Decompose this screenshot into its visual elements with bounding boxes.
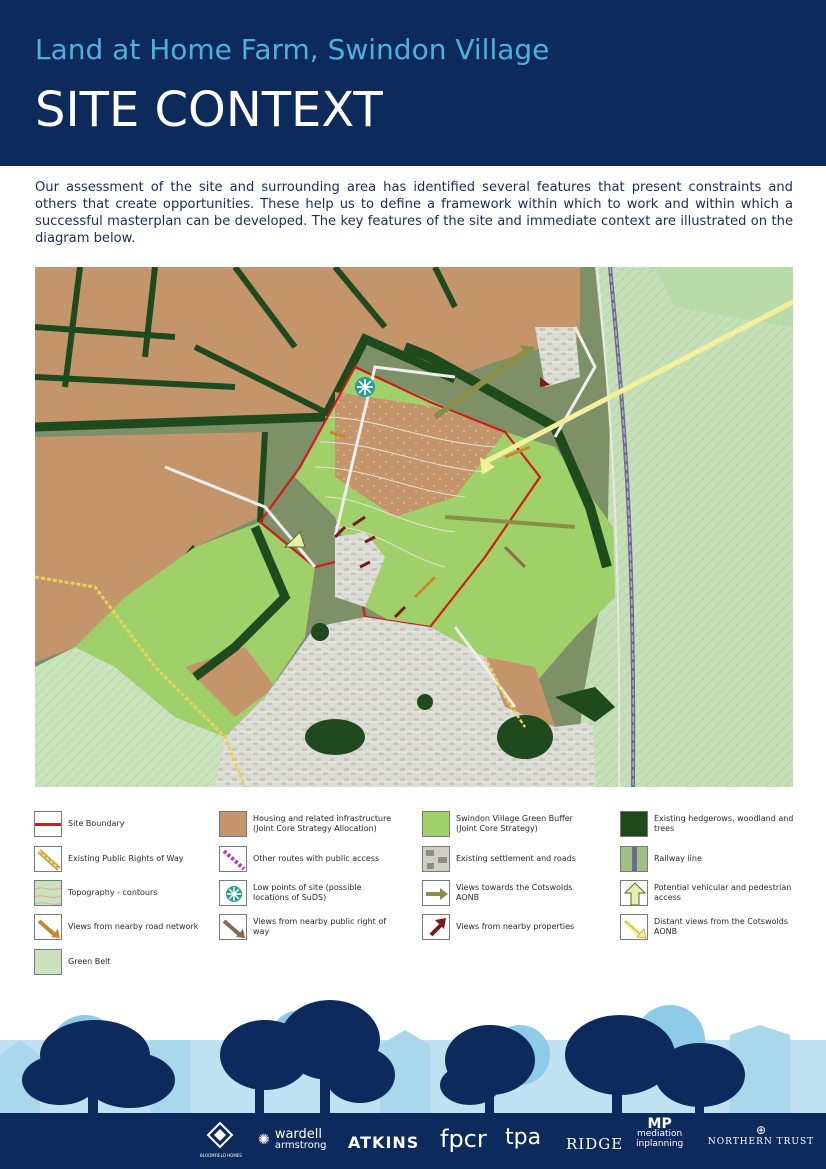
legend-distant-views [620,914,794,940]
legend-swatch [34,880,62,906]
legend-swatch [422,811,450,837]
legend-swatch [620,846,648,872]
legend-hedgerows [620,811,794,837]
logo-ridge: RIDGE [566,1135,624,1153]
legend-swatch [34,949,62,975]
logo-wardell-top: wardell [274,1127,323,1142]
legend-railway [620,846,794,872]
logo-northern-trust [706,1123,816,1147]
logo-northern-trust-text: NORTHERN TRUST [707,1137,815,1147]
legend-swatch [219,880,247,906]
legend-label: Low points of site (possible locations of SuDS) [253,883,362,902]
legend-label: Views from nearby properties [456,922,575,931]
legend-label: Other routes with public access [253,854,380,863]
legend-label: Views from nearby road network [68,922,199,931]
logo-fpcr: fpcr [440,1125,487,1153]
site-context-map [35,267,793,787]
legend-swatch [34,811,62,837]
legend-access [620,880,794,906]
legend-topography [34,880,208,906]
legend-views-cotswolds [422,880,596,906]
logo-wardell-bottom: armstrong [274,1140,327,1151]
legend-swatch [219,846,247,872]
legend-views-prow [219,914,393,940]
legend-swatch [620,914,648,940]
legend-settlement [422,846,596,872]
logo-atkins: ATKINS [348,1133,420,1152]
legend-label: Distant views from the Cotswolds AONB [654,917,788,936]
legend-label: Views from nearby public right of way [253,917,387,936]
legend-label: Potential vehicular and pedestrian access [654,883,792,902]
legend-public-rights-of-way [34,846,208,872]
logo-bloomfield-text: BLOOMFIELD HOMES [200,1153,242,1158]
legend-swatch [219,914,247,940]
legend-swatch [620,880,648,906]
legend-site-boundary [34,811,208,837]
logo-mp-line2: inplanning [636,1139,684,1149]
logo-mp-mark: MP [647,1116,672,1132]
logo-mp-line1: mediation [636,1129,683,1139]
legend-low-points [219,880,393,906]
legend-swatch [34,846,62,872]
logo-wardell [258,1129,326,1151]
legend-label: Existing Public Rights of Way [68,854,184,863]
logo-mediation [636,1116,684,1149]
logo-bar [0,1115,826,1169]
legend-other-routes [219,846,393,872]
legend-label: Existing hedgerows, woodland and trees [654,814,794,833]
legend-label: Housing and related infrastructure (Joint Core Strategy Allocation) [253,814,392,833]
logo-bloomfield [200,1121,240,1158]
legend-views-properties [422,914,596,940]
legend-label: Views towards the Cotswolds AONB [456,883,573,902]
header-banner [0,0,826,166]
legend-swatch [422,846,450,872]
legend-label: Railway line [654,854,702,863]
legend-green-belt [34,949,208,975]
legend-swatch [620,811,648,837]
legend-swatch [34,914,62,940]
legend-housing [219,811,393,837]
legend-label: Topography - contours [68,888,158,897]
legend-views-road [34,914,208,940]
intro-text: Our assessment of the site and surrounding area has identified several features that present constraints and others that create opportunities. These help us to define a framework within which to work and within which a successful masterplan can be developed. The key features of the site and immediate context are illustrated on the diagram below. [35,180,793,246]
legend-swatch [422,914,450,940]
legend-label: Existing settlement and roads [456,854,576,863]
legend-label: Green Belt [68,957,111,966]
page-title: SITE CONTEXT [35,82,383,138]
legend-swatch [422,880,450,906]
logo-tpa: tpa [505,1125,542,1150]
logo-northern-trust-icon: ⊕ [755,1123,767,1137]
legend-label: Site Boundary [68,819,125,828]
logo-wardell-icon: ✺ [258,1132,270,1148]
legend-label: Swindon Village Green Buffer (Joint Core Strategy) [456,814,573,833]
logo-bloomfield-icon [206,1121,234,1149]
legend-green-buffer [422,811,596,837]
legend-swatch [219,811,247,837]
page-subtitle: Land at Home Farm, Swindon Village [35,33,550,66]
